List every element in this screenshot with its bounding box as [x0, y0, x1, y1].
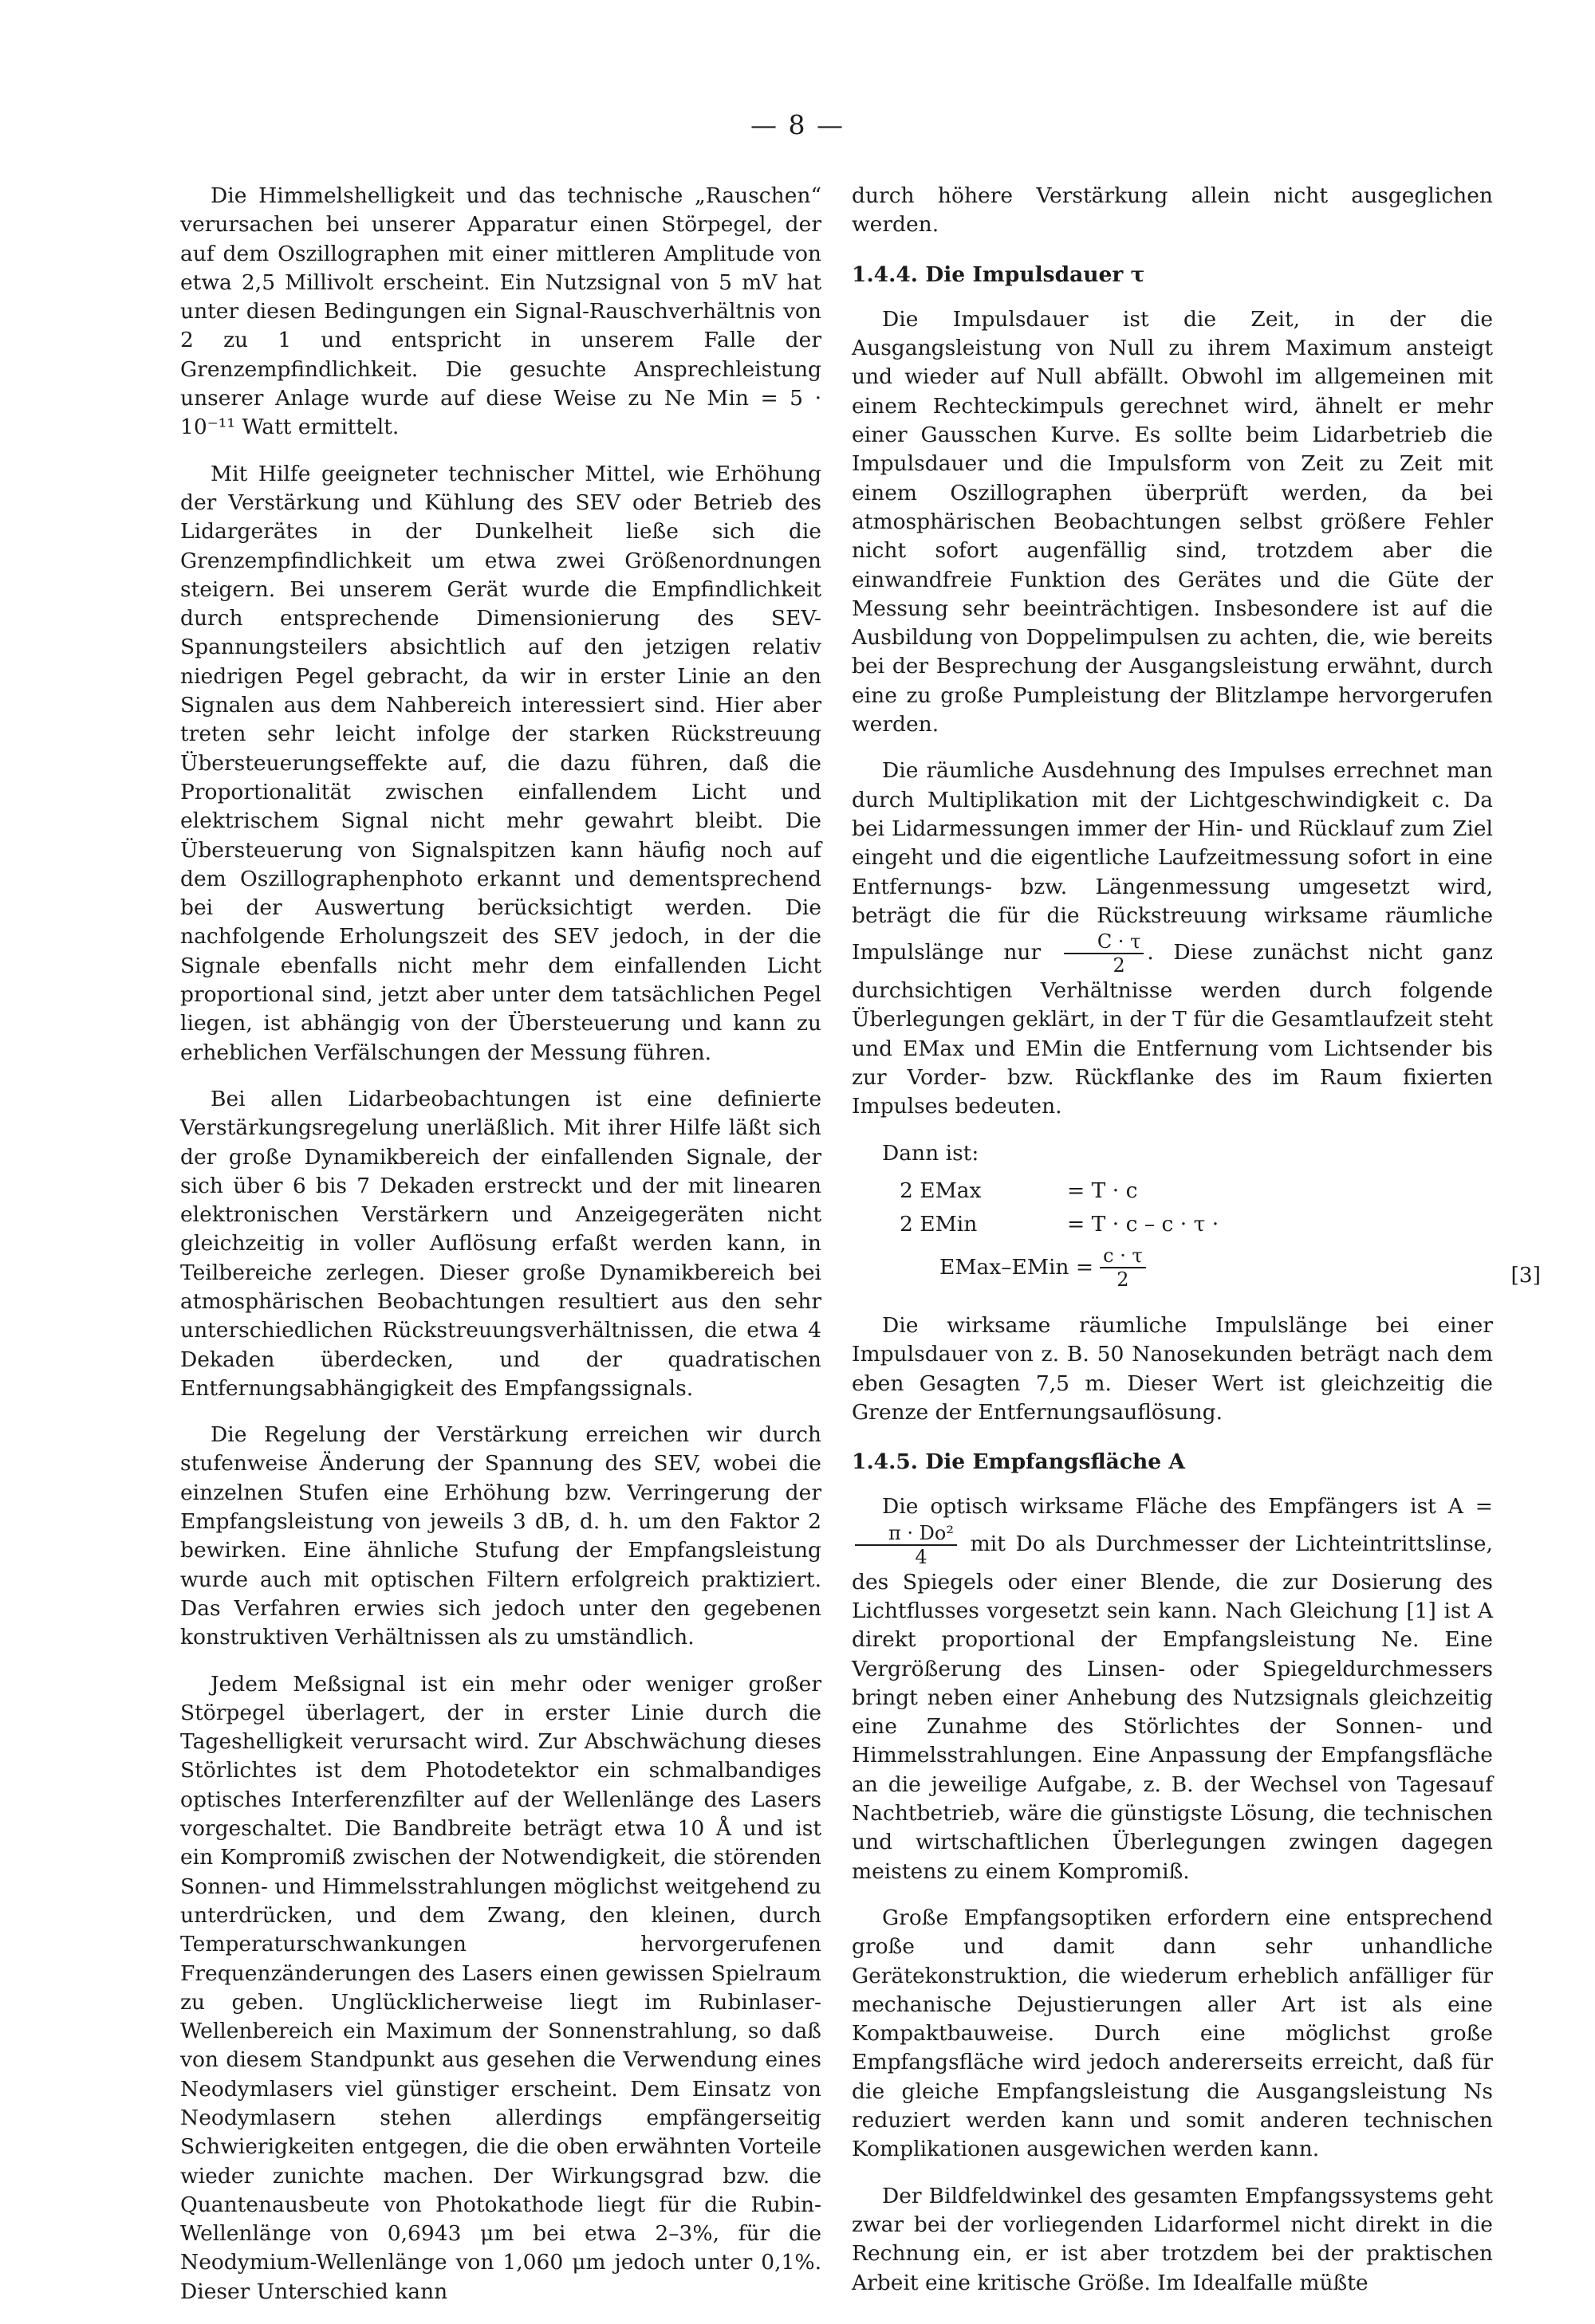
equation-row: [900, 1244, 1541, 1291]
fraction: [1100, 1245, 1146, 1291]
paragraph: Jedem Meßsignal ist ein mehr oder weniger großer Störpegel überlagert, der in erster Linie durch die Tageshelligkeit verursacht wird. Zur Abschwächung dieses Störlichtes ist dem Photodetektor ein schmalbandiges optisches Interferenzfilter auf der Wellenlänge des Lasers vorgeschaltet. Die Bandbreite beträgt etwa 10 Å und ist ein Kompromiß zwischen der Notwendigkeit, die störenden Sonnen- und Himmelsstrahlungen möglichst weitgehend zu unterdrücken, und dem Zwang, den kleinen, durch Temperaturschwankungen hervorgerufenen Frequenzänderungen des Lasers einen gewissen Spielraum zu geben. Unglücklicherweise liegt im Rubinlaser-Wellenbereich ein Maximum der Sonnenstrahlung, so daß von diesem Standpunkt aus gesehen die Verwendung eines Neodymlasers viel günstiger erscheint. Dem Einsatz von Neodymlasern stehen allerdings empfängerseitig Schwierigkeiten entgegen, die die oben erwähnten Vorteile wieder zunichte machen. Der Wirkungsgrad bzw. die Quantenausbeute von Photokathode liegt für die Rubin-Wellenlänge von 0,6943 μm bei etwa 2–3%, für die Neodymium-Wellenlänge von 1,060 μm jedoch unter 0,1%. Dieser Unterschied kann: [180, 1671, 821, 2304]
fraction-denominator: 2: [1113, 954, 1125, 977]
paragraph-with-fraction: [852, 757, 1493, 1121]
fraction-denominator: 4: [915, 1545, 927, 1568]
paragraph: Mit Hilfe geeigneter technischer Mittel, wie Erhöhung der Verstärkung und Kühlung des SEV oder Betrieb des Lidargerätes in der Dunkelheit ließe sich die Grenzempfindlichkeit um etwa zwei Größenordnungen steigern. Bei unserem Gerät wurde die Empfindlichkeit durch entsprechende Dimensionierung des SEV-Spannungsteilers absichtlich auf den jetzigen relativ niedrigen Pegel gebracht, da wir in erster Linie an den Signalen aus dem Nahbereich interessiert sind. Hier aber treten sehr leicht infolge der starken Rückstreuung Übersteuerungseffekte auf, die dazu führen, daß die Proportionalität zwischen einfallendem Licht und elektrischem Signal nicht mehr gewahrt bleibt. Die Übersteuerung von Signalspitzen kann häufig noch auf dem Oszillographenphoto erkannt und dementsprechend bei der Auswertung berücksichtigt werden. Die nachfolgende Erholungszeit des SEV jedoch, in der die Signale ebenfalls nicht mehr dem einfallenden Licht proportional sind, jetzt aber unter dem tatsächlichen Pegel liegen, ist abhängig von der Übersteuerung und kann zu erheblichen Verfälschungen der Messung führen.: [180, 461, 821, 1065]
paragraph: Bei allen Lidarbeobachtungen ist eine definierte Verstärkungsregelung unerläßlich. Mit ihrer Hilfe läßt sich der große Dynamikbereich der einfallenden Signale, der sich über 6 bis 7 Dekaden erstreckt und der mit linearen elektronischen Verstärkern und Anzeigegeräten nicht gleichzeitig in voller Auflösung erfaßt werden kann, in Teilbereiche zerlegen. Dieser große Dynamikbereich bei atmosphärischen Beobachtungen resultiert aus den sehr unterschiedlichen Rückstreuungsverhältnissen, die etwa 4 Dekaden überdecken, und der quadratischen Entfernungsabhängigkeit des Empfangssignals.: [180, 1086, 821, 1401]
page-number: — 8 —: [750, 109, 845, 140]
equation-rhs: = T · c – c · τ ·: [1067, 1211, 1219, 1237]
fraction: [1064, 930, 1144, 977]
paragraph: Die wirksame räumliche Impulslänge bei einer Impulsdauer von z. B. 50 Nanosekunden beträgt nach dem eben Gesagten 7,5 m. Dieser Wert ist gleichzeitig die Grenze der Entfernungsauflösung.: [852, 1312, 1493, 1425]
paragraph: Der Bildfeldwinkel des gesamten Empfangssystems geht zwar bei der vorliegenden Lidarformel nicht direkt in die Rechnung ein, er ist aber trotzdem bei der praktischen Arbeit eine kritische Größe. Im Idealfalle müßte: [852, 2183, 1493, 2295]
text: Die räumliche Ausdehnung des Impulses errechnet man durch Multiplikation mit der Lichtgeschwindigkeit c. Da bei Lidarmessungen immer der Hin- und Rücklauf zum Ziel eingeht und die eigentliche Laufzeitmessung sofort in eine Entfernungs- bzw. Längenmessung umgesetzt wird, beträgt die für die Rückstreuung wirksame räumliche Impulslänge nur: [852, 758, 1493, 965]
equation-block: [900, 1174, 1541, 1291]
section-heading-empfangsflaeche: 1.4.5. Die Empfangsfläche A: [852, 1449, 1185, 1475]
fraction-numerator: C · τ: [1064, 930, 1144, 954]
fraction-denominator: 2: [1116, 1268, 1129, 1291]
fraction-numerator: c · τ: [1100, 1245, 1146, 1268]
fraction-numerator: π · Do²: [855, 1522, 957, 1546]
equation-row: [900, 1174, 1493, 1208]
equation-lhs: 2 EMin: [900, 1211, 978, 1237]
equation-lhs: EMax–EMin =: [939, 1254, 1094, 1280]
text: mit Do als Durchmesser der Lichteintrittslinse, des Spiegels oder einer Blende, die zur Dosierung des Lichtflusses vorgesetzt sein kann. Nach Gleichung [1] ist A direkt proportional der Empfangsleistung Ne. Eine Vergrößerung des Linsen- oder Spiegeldurchmessers bringt neben einer Anhebung des Nutzsignals gleichzeitig eine Zunahme des Störlichtes der Sonnen- und Himmelsstrahlungen. Eine Anpassung der Empfangsfläche an die jeweilige Aufgabe, z. B. der Wechsel von Tagesauf Nachtbetrieb, wäre die günstigste Lösung, die technischen und wirtschaftlichen Überlegungen zwingen dagegen meistens zu einem Kompromiß.: [852, 1531, 1493, 1884]
left-column: [180, 182, 821, 2324]
paragraph: Die Regelung der Verstärkung erreichen wir durch stufenweise Änderung der Spannung des SEV, wobei die einzelnen Stufen eine Erhöhung bzw. Verringerung der Empfangsleistung von jeweils 3 dB, d. h. um den Faktor 2 bewirken. Eine ähnliche Stufung der Empfangsleistung wurde auch mit optischen Filtern erfolgreich praktiziert. Das Verfahren erwies sich jedoch unter den gegebenen konstruktiven Verhältnissen als zu umständlich.: [180, 1422, 821, 1650]
paragraph-with-fraction: [852, 1492, 1493, 1886]
paragraph: Die Impulsdauer ist die Zeit, in der die Ausgangsleistung von Null zu ihrem Maximum ansteigt und wieder auf Null abfällt. Obwohl im allgemeinen mit einem Rechteckimpuls gerechnet wird, ähnelt er mehr einer Gausschen Kurve. Es sollte beim Lidarbetrieb die Impulsdauer und die Impulsform von Zeit zu Zeit mit einem Oszillographen überprüft werden, da bei atmosphärischen Beobachtungen selbst größere Fehler nicht sofort augenfällig sind, trotzdem aber die einwandfreie Funktion des Gerätes und die Güte der Messung sehr beeinträchtigen. Insbesondere ist auf die Ausbildung von Doppelimpulsen zu achten, die, wie bereits bei der Besprechung der Ausgangsleistung erwähnt, durch eine zu große Pumpleistung der Blitzlampe hervorgerufen werden.: [852, 306, 1493, 737]
equation-rhs: = T · c: [1067, 1178, 1138, 1203]
right-column: [852, 182, 1541, 2315]
section-heading-impulsdauer: 1.4.4. Die Impulsdauer τ: [852, 261, 1145, 287]
paragraph: Die Himmelshelligkeit und das technische „Rauschen“ verursachen bei unserer Apparatur einen Störpegel, der auf dem Oszillographen mit einer mittleren Amplitude von etwa 2,5 Millivolt erscheint. Ein Nutzsignal von 5 mV hat unter diesen Bedingungen ein Signal-Rauschverhältnis von 2 zu 1 und entspricht in unserem Falle der Grenzempfindlichkeit. Die gesuchte Ansprechleistung unserer Anlage wurde auf diese Weise zu Ne Min = 5 · 10⁻¹¹ Watt ermittelt.: [180, 183, 821, 440]
equation-lhs: 2 EMax: [900, 1178, 982, 1203]
paragraph: durch höhere Verstärkung allein nicht ausgeglichen werden.: [852, 183, 1493, 238]
text: . Diese zunächst nicht ganz durchsichtigen Verhältnisse werden durch folgende Überlegungen geklärt, in der T für die Gesamtlaufzeit steht und EMax und EMin die Entfernung vom Lichtsender bis zur Vorder- bzw. Rückflanke des im Raum fixierten Impulses bedeuten.: [852, 940, 1493, 1119]
paragraph: Große Empfangsoptiken erfordern eine entsprechend große und damit dann sehr unhandliche Gerätekonstruktion, die wiederum erheblich anfälliger für mechanische Dejustierungen aller Art ist als eine Kompaktbauweise. Durch eine möglichst große Empfangsfläche wird jedoch andererseits erreicht, daß für die gleiche Empfangsleistung die Ausgangsleistung Ns reduziert werden kann und somit anderen technischen Komplikationen ausgewichen werden kann.: [852, 1905, 1493, 2162]
dann-ist: Dann ist:: [882, 1140, 979, 1166]
text: Die optisch wirksame Fläche des Empfängers ist A =: [882, 1494, 1493, 1520]
equation-row: [900, 1208, 1493, 1241]
equation-number: [3]: [1510, 1262, 1541, 1288]
fraction: [855, 1522, 957, 1568]
